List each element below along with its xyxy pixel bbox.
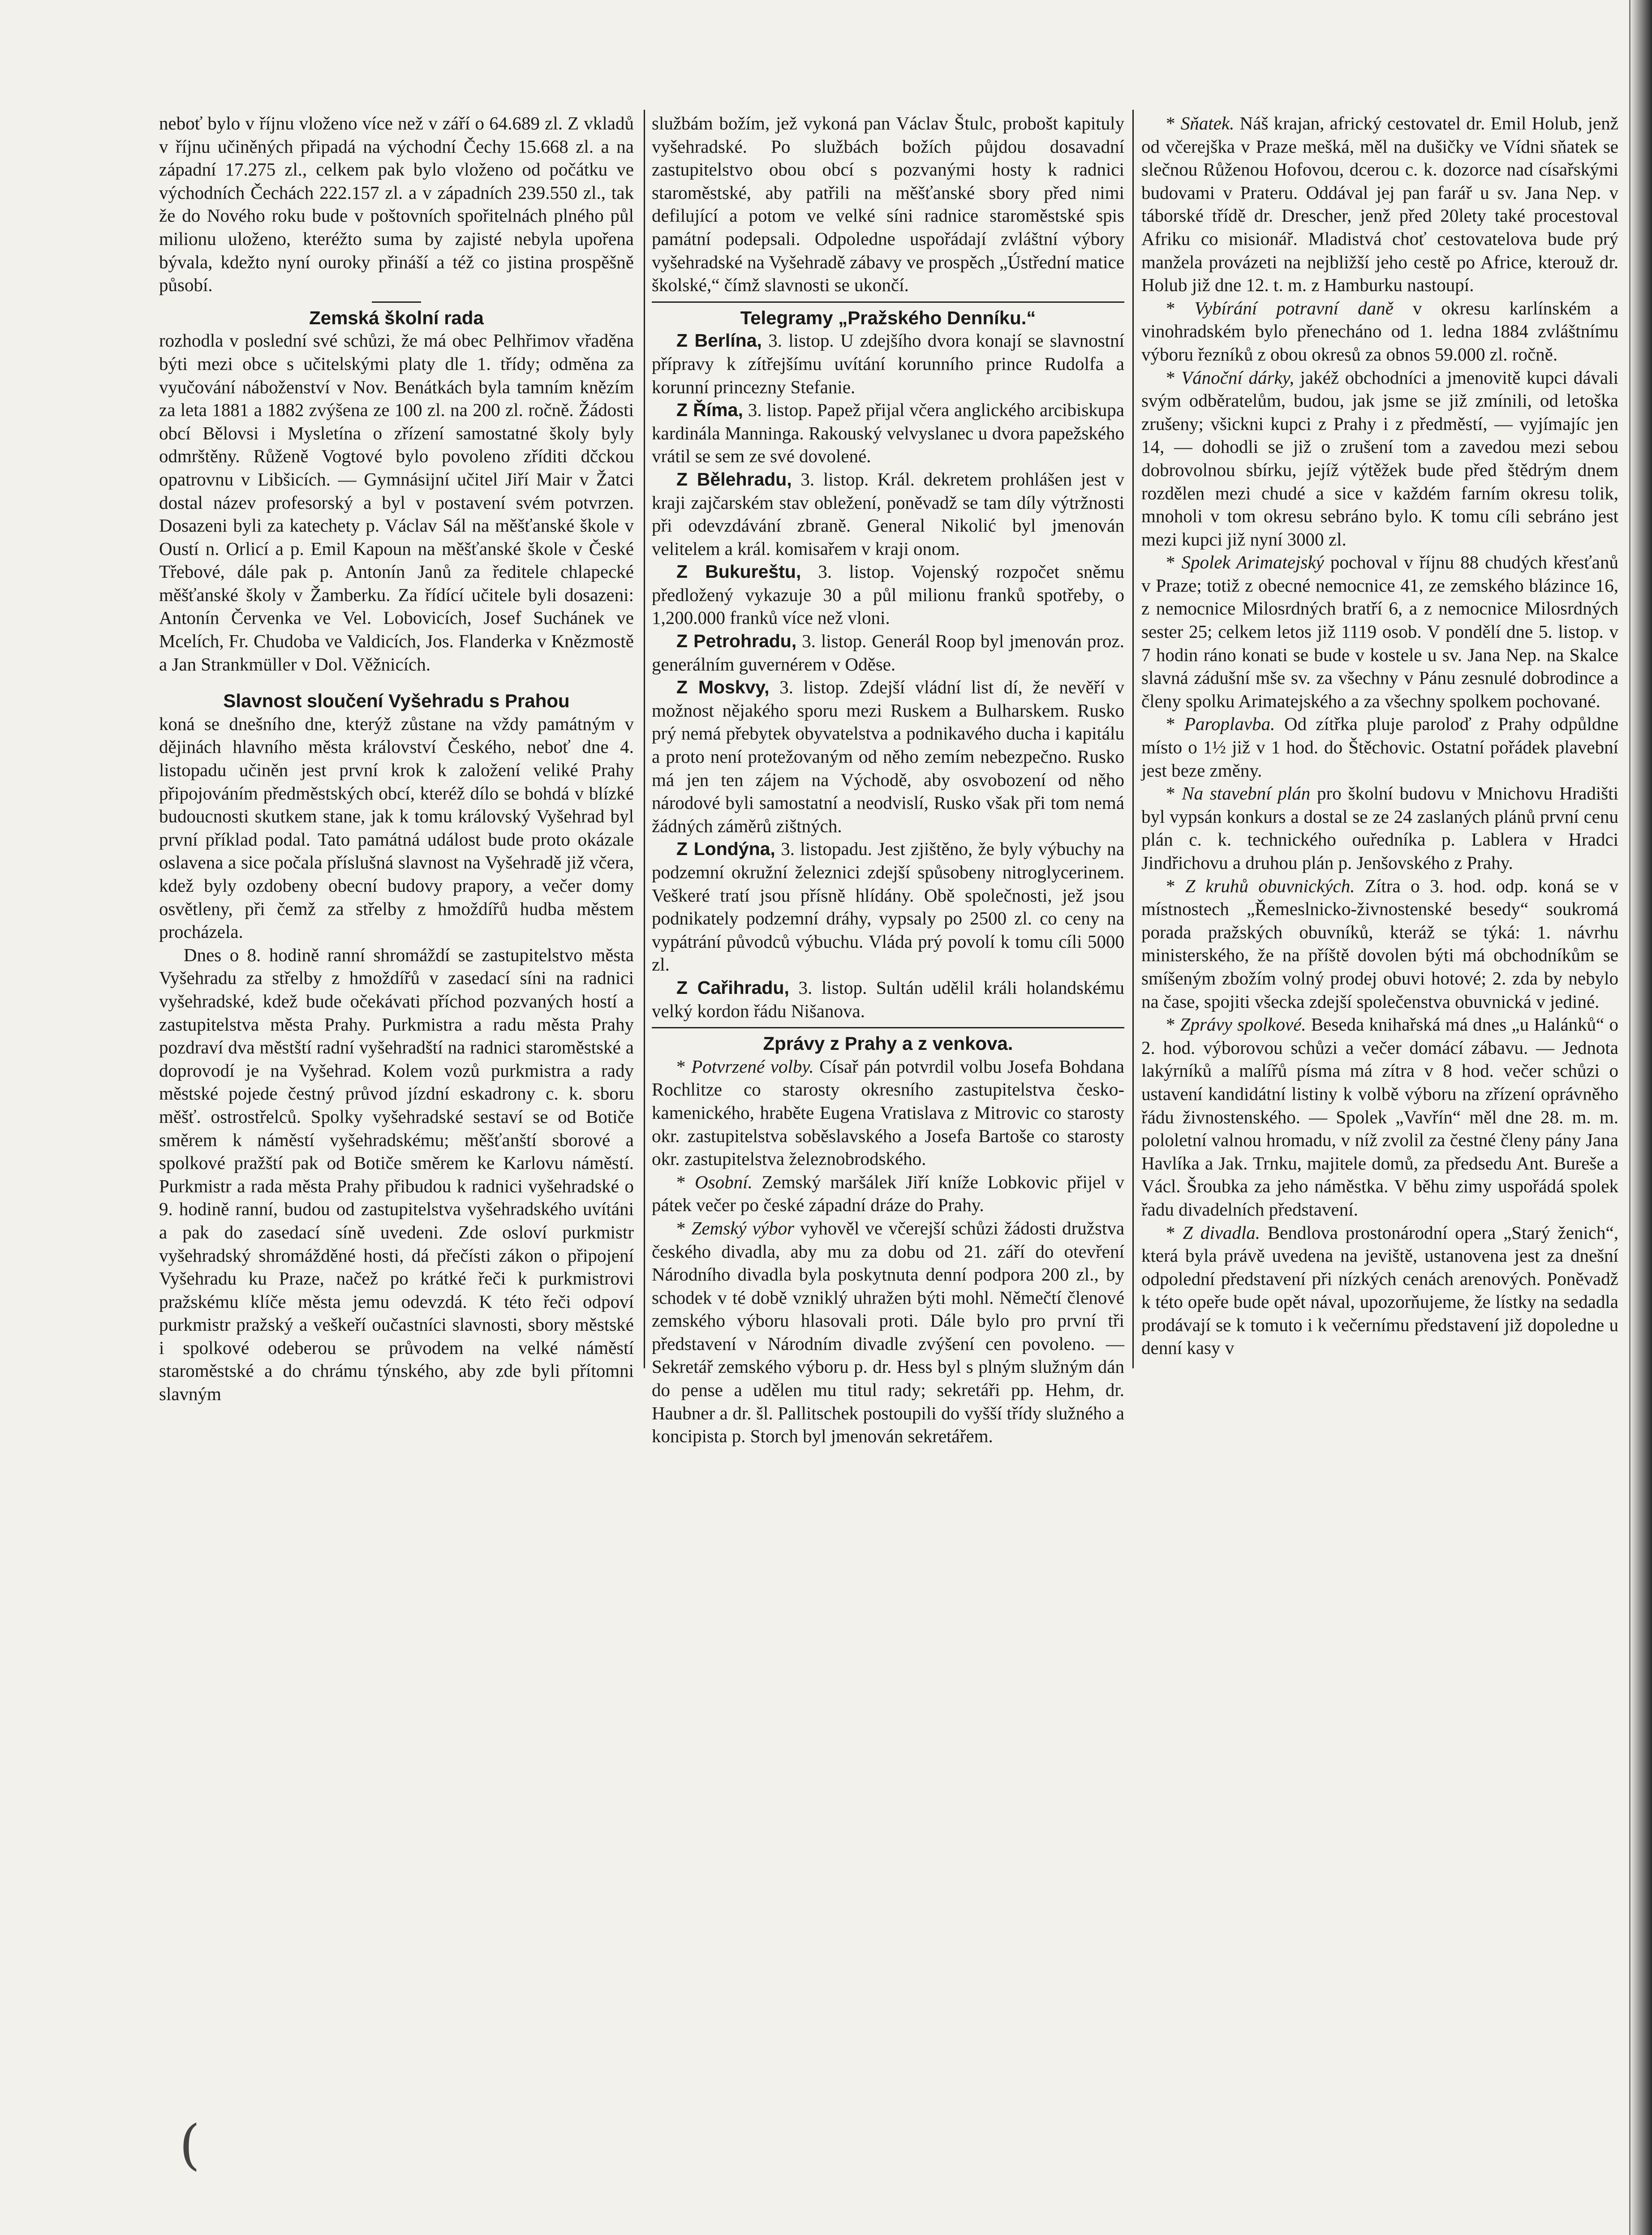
telegram-text: 3. listopadu. Jest zjištěno, že byly výbuchy na podzemní okružní železnici zdejší spůsobeny nitroglycerinem. Veškeré tratí jsou přísně hlídány. Obě společnosti, jež jsou podnikately podzemní dráhy, vypsaly po 2500 zl. co ceny na vypátrání původců výbuchu. Vláda prý povolí k tomu cíli 5000 zl. — [652, 838, 1124, 975]
column-1 — [159, 112, 634, 1406]
telegram-text: 3. listop. Papež přijal včera anglického arcibiskupa kardinála Manninga. Rakouský velvyslanec u dvora papežského vrátil se sem ze své dovolené. — [652, 400, 1124, 467]
separator — [652, 1027, 1124, 1028]
news-title: Spolek Arimatejský — [1181, 552, 1324, 573]
article-paragraph: Dnes o 8. hodině ranní shromáždí se zastupitelstvo města Vyšehradu za střelby z hmoždířů v zasedací síni na radnici vyšehradské, kdež bude očekávati příchod pozvaných hostí a zastupitelstva města Prahy. Purkmistra a radu města Prahy pozdraví dva městští radní vyšehradští na radnici staroměstské a doprovodí je na Vyšehrad. Kolem vozů purkmistra a rady městské pojede čestný průvod jízdní eskadrony c. k. sboru měšť. ostrostřelců. Spolky vyšehradské sestaví se od Botiče směrem k náměstí vyšehradskému; měšťanští sborové a spolkové pražští pak od Botiče směrem ke Karlovu náměstí. Purkmistr a rada města Prahy přibudou k radnici vyšehradské o 9. hodině ranní, budou od zastupitelstva vyšehradského uvítáni a pak do zasedací síně uvedeni. Zde osloví purkmistr vyšehradský shromážděné hosti, dá přečísti zákon o připojení Vyšehradu ku Praze, načež po krátké řeči k purkmistrovi pražskému klíče města jemu odevzdá. K této řeči odpoví purkmistr pražský a veškeří oučastníci slavnosti, sbory městské i spolkové odeberou se průvodem na velké náměstí staroměstské a do chrámu týnského, aby zde byli přítomni slavným — [159, 944, 634, 1405]
article-paragraph: rozhodla v poslední své schůzi, že má obec Pelhřimov vřaděna býti mezi obce s učitelskými platy dle 1. třídy; odměna za vyučování náboženství v Nov. Benátkách byla tamním knězím za leta 1881 a 1882 zvýšena ze 100 zl. na 200 zl. ročně. Žádosti obcí Bělovsi i Mysletína o zřízení samostatné školy byly odmrštěny. Růženě Vogtové bylo povoleno zříditi dčckou opatrovnu v Libšicích. — Gymnásijní učitel Jiří Mair v Žatci dostal název profesorský a byl v postavení svém potvrzen. Dosazeni byli za katechety p. Václav Sál na měšťanské škole v Oustí n. Orlicí a p. Emil Kapoun na měšťanské škole v České Třebové, dále pak p. Antonín Janů za ředitele chlapecké měšťanské školy v Žamberku. Za řídící učitele byli dosazeni: Antonín Červenka ve Vel. Lobovicích, Josef Suchánek ve Mcelích, Fr. Chudoba ve Valdicích, Jos. Flanderka v Knězmostě a Jan Strankmüller v Dol. Věžnicích. — [159, 330, 634, 675]
news-title: Vybírání potravní daně — [1194, 297, 1394, 318]
news-item: * Vybírání potravní daně v okresu karlínském a vinohradském bylo přenecháno od 1. ledna 1884 zvláštnímu výboru řezníků z obou okresů za obnos 59.000 zl. ročně. — [1141, 297, 1619, 365]
news-item: * Zemský výbor vyhověl ve včerejší schůzi žádosti družstva českého divadla, aby mu za dobu od 21. září do otevření Národního divadla byla poskytnuta denní podpora 200 zl., by schodek v té době vzniklý uhražen býti mohl. Němečtí členové zemského výboru hlasovali proti. Dále bylo pro první tři představení v Národním divadle zvýšení cen povoleno. — Sekretář zemského výboru p. dr. Hess byl s plným služným dán do pense a udělen mu titul rady; sekretáři pp. Hehm, dr. Haubner a dr. šl. Pallitschek postoupili do vyšší třídy služného a koncipista p. Storch byl jmenován sekretářem. — [652, 1217, 1125, 1447]
news-text: Beseda knihařská má dnes „u Halánků“ o 2. hod. výborovou schůzi a večer domácí zábavu. — Jednota lakýrníků a malířů písma má zítra v 8 hod. večer schůzi o ustavení kandidátní listiny k volbě výboru na zřízení oprávněho řádu živnostenského. — Spolek „Vavřín“ měl dne 28. m. m. pololetní valnou hromadu, v níž zvolil za čestné členy pány Jana Havlíka a Jak. Trnku, majitele domů, za předsedu Ant. Burešе a Václ. Šroubka za jeho náměstka. V běhu zimy uspořádá spolek řadu divadelních představení. — [1141, 1014, 1619, 1220]
telegram-text: 3. listop. Vojenský rozpočet sněmu předložený vykazuje 30 a půl milionu franků spotřeby, o 1,200.000 franků více než vloni. — [652, 561, 1124, 628]
news-text: Císař pán potvrdil volbu Josefa Bohdana Rochlitze co starosty okresního zastupitelstva česko-kamenického, hraběte Eugena Vratislava z Mitrovic co starosty okr. zastupitelstva soběslavského a Josefa Bartoše co starosty okr. zastupitelstva železnobrodského. — [652, 1056, 1124, 1169]
telegram-place: Z Cařihradu, — [676, 977, 789, 998]
news-item: * Osobní. Zemský maršálek Jiří kníže Lobkovic přijel v pátek večer po české západní dráze do Prahy. — [652, 1171, 1124, 1216]
news-title: Sňatek. — [1180, 113, 1235, 133]
article-paragraph: neboť bylo v říjnu vloženo více než v září o 64.689 zl. Z vkladů v říjnu učiněných připadá na východní Čechy 15.668 zl. a na západní 17.275 zl., celkem pak bylo vloženo od počátku ve východních Čechách 222.157 zl. a v západních 239.550 zl., tak že do Nového roku bude v poštovních spořitelnách plného půl milionu uloženo, kteréžto suma by zajisté nebyla upořena bývala, kdežto nyní ouroky přináší a též co jistina prospěšně působí. — [159, 113, 634, 296]
telegram — [652, 468, 1124, 560]
news-text: vyhověl ve včerejší schůzi žádosti družstva českého divadla, aby mu za dobu od 21. září do otevření Národního divadla byla poskytnuta denní podpora 200 zl., by schodek v té době vzniklý uhražen býti mohl. Němečtí členové zemského výboru hlasovali proti. Dále bylo pro první tři představení v Národním divadle zvýšení cen povoleno. — Sekretář zemského výboru p. dr. Hess byl s plným služným dán do pense a udělen mu titul rady; sekretáři pp. Hehm, dr. Haubner a dr. šl. Pallitschek postoupili do vyšší třídy služného a koncipista p. Storch byl jmenován sekretářem. — [652, 1217, 1125, 1447]
news-item: * Na stavební plán pro školní budovu v Mnichovu Hradišti byl vypsán konkurs a dostal se ze 24 zaslaných plánů první cenu plán c. k. technického ouředníka p. Lablera v Hradci Jindřichovu a druhou plán p. Jenšovského z Prahy. — [1141, 783, 1619, 873]
column-rule — [1132, 110, 1134, 1368]
news-item: * Vánoční dárky, jakéž obchodníci a jmenovitě kupci dávali svým odběratelům, budou, jak jsme se již zmínili, od letoška zrušeny; všickni kupci z Prahy i z předměstí, — vyjímajíc jen 14, — dohodli se již o zrušení tom a zavedou mezi sebou dobrovolnou sbírku, jejíž výtěžek bude před štědrým dnem rozdělen mezi chudé a sice v každém farním okresu tolik, mnoholi v tom okresu sebráno bylo. K tomu cíli sebráno jest mezi kupci již nyní 3000 zl. — [1141, 367, 1619, 550]
news-item: * Z kruhů obuvnických. Zítra o 3. hod. odp. koná se v místnostech „Řemeslnicko-živnostenské besedy“ soukromá porada pražských obuvníků, kteráž se týká: 1. návrhu ministerského, že na příště dovolen býti má obchodníkům se smíšeným zbožím volný prodej obuvi hotové; 2. zda by nebylo na čase, spojiti všecka zdejší společenstva obuvnická v jediné. — [1141, 875, 1619, 1012]
telegram — [652, 329, 1124, 399]
news-title: Potvrzené volby. — [691, 1056, 814, 1077]
news-text: v okresu karlínském a vinohradském bylo přenecháno od 1. ledna 1884 zvláštnímu výboru řezníků z obou okresů za obnos 59.000 zl. ročně. — [1141, 297, 1619, 365]
telegram-text: 3. listop. Král. dekretem prohlášen jest v kraji zajčarském stav obležení, poněvadž se tam díly výtržnosti při odevzdávání zbraně. General Nikolić byl jmenován velitelem a král. komisařem v kraji onom. — [652, 468, 1125, 559]
news-title: Zemský výbor — [691, 1217, 795, 1238]
telegram — [652, 560, 1124, 630]
column-rule — [644, 110, 645, 1368]
news-title: Osobní. — [695, 1171, 753, 1192]
news-text: Zítra o 3. hod. odp. koná se v místnostech „Řemeslnicko-živnostenské besedy“ soukromá porada pražských obuvníků, kteráž se týká: 1. návrhu ministerského, že na příště dovolen býti má obchodníkům se smíšeným zbožím volný prodej obuvi hotové; 2. zda by nebylo na čase, spojiti všecka zdejší společenstva obuvnická v jediné. — [1141, 875, 1619, 1012]
article-paragraph: službám božím, jež vykoná pan Václav Štulc, probošt kapituly vyšehradské. Po službách božích půjdou dosavadní zastupitelstvo obou obcí s pozvanými hosty k radnici staroměstské, aby patřili na měšťanské sbory před nimi defilující a potom ve velké síni radnice staroměstské spis památní podepsali. Odpoledne uspořádají zvláštní výbory vyšehradské na Vyšehradě zábavy ve prospěch „Ústřední matice školské,“ čímž slavnosti se ukončí. — [652, 113, 1124, 296]
news-text: jakéž obchodníci a jmenovitě kupci dávali svým odběratelům, budou, jak jsme se již zmínili, od letoška zrušeny; všickni kupci z Prahy i z předměstí, — vyjímajíc jen 14, — dohodli se již o zrušení tom a zavedou mezi sebou dobrovolnou sbírku, jejíž výtěžek bude před štědrým dnem rozdělen mezi chudé a sice v každém farním okresu tolik, mnoholi v tom okresu sebráno bylo. K tomu cíli sebráno jest mezi kupci již nyní 3000 zl. — [1141, 367, 1619, 550]
telegram-text: 3. listop. Sultán udělil králi holandskému velký kordon řádu Nišanova. — [652, 977, 1124, 1021]
news-text: Zemský maršálek Jiří kníže Lobkovic přijel v pátek večer po české západní dráze do Prahy. — [652, 1171, 1124, 1216]
news-text: Náš krajan, africký cestovatel dr. Emil Holub, jenž od včerejška v Praze mešká, měl na dušičky ve Vídni sňatek se slečnou Růženou Hofovou, dcerou c. k. dozorce nad císařskými budovami v Prateru. Oddával jej pan farář u sv. Jana Nep. v táborské třídě dr. Drescher, jenž před 20lety také procestoval Afriku co misionář. Mladistvá choť cestovatelova bude prý manžela provázeti na nejbližší jeho cestě po Africe, kterouž dr. Holub již dne 12. t. m. z Hamburku nastoupí. — [1141, 113, 1619, 296]
telegram-text: 3. listop. Zdejší vládní list dí, že nevěří v možnost nějakého sporu mezi Ruskem a Bulharskem. Rusko prý nemá přebytek obyvatelstva a podnikavého ducha i kapitálu a proto není protežovaným od něho zemím nebezpečno. Rusko má jen ten zájem na Východě, aby osvobození od něho národové byli samostatní a neodvislí, Rusko však při tom nemá žádných záměrů zištných. — [652, 677, 1124, 836]
page-edge-shadow — [1630, 0, 1652, 2235]
separator — [652, 301, 1124, 303]
news-item: * Potvrzené volby. Císař pán potvrdil volbu Josefa Bohdana Rochlitze co starosty okresního zastupitelstva česko-kamenického, hraběte Eugena Vratislava z Mitrovic co starosty okr. zastupitelstva soběslavského a Josefa Bartoše co starosty okr. zastupitelstva železnobrodského. — [652, 1056, 1124, 1169]
news-item: * Z divadla. Bendlova prostonárodní opera „Starý ženich“, která byla právě uvedena na jeviště, ustanovena jest za dnešní odpolední představení při nízkých cenách arenových. Poněvadž k této opeře bude opět nával, upozorňujeme, že lístky na sedadla prodávají se k tomuto i k večernímu představení již dopoledne u denní kasy v — [1141, 1222, 1618, 1358]
news-item: * Zprávy spolkové. Beseda knihařská má dnes „u Halánků“ o 2. hod. výborovou schůzi a večer domácí zábavu. — Jednota lakýrníků a malířů písma má zítra v 8 hod. večer schůzi o ustavení kandidátní listiny k volbě výboru na zřízení oprávněho řádu živnostenského. — Spolek „Vavřín“ měl dne 28. m. m. pololetní valnou hromadu, v níž zvolil za čestné členy pány Jana Havlíka a Jak. Trnku, majitele domů, za předsedu Ant. Burešе a Václ. Šroubka za jeho náměstka. V běhu zimy uspořádá spolek řadu divadelních představení. — [1141, 1014, 1619, 1220]
column-2 — [652, 112, 1124, 1448]
separator — [372, 301, 421, 303]
article-paragraph: koná se dnešního dne, kterýž zůstane na vždy památným v dějinách hlavního města království Českého, neboť dne 4. listopadu učiněn jest první krok k založení veliké Prahy připojováním předměstských obcí, kteréž dílo se bohdá v blízké budoucnosti skutkem stane, jak k tomu královský Vyšehrad byl první příklad podal. Tato památná událost bude proto okázale oslavena a sice počala příslušná slavnost na Vyšehradě již včera, kdež byly ozdobeny obecní budovy prapory, a večer domy osvětleny, při čemž za střelby z hmoždířů hudba městem procházela. — [159, 713, 634, 942]
article-heading: Zemská školní rada — [309, 307, 484, 328]
telegram-place: Z Bělehradu, — [676, 468, 792, 490]
news-text: pochoval v říjnu 88 chudých křesťanů v Praze; totiž z obecné nemocnice 41, ze zemského blázince 16, z nemocnice Milosrdných bratří 6, a z nemocnice Milosrdných sester 25; celkem letos již 1119 osob. V pondělí dne 5. listop. v 7 hodin ráno konati se bude v kostele u sv. Jana Nep. na Skalce slavná zádušní mše sv. za všechny v Pánu zesnulé dobrodince a členy spolku Arimatejského a za všechny spolkem pochované. — [1141, 552, 1618, 711]
news-text: pro školní budovu v Mnichovu Hradišti byl vypsán konkurs a dostal se ze 24 zaslaných plánů první cenu plán c. k. technického ouředníka p. Lablera v Hradci Jindřichovu a druhou plán p. Jenšovského z Prahy. — [1141, 783, 1619, 873]
telegram-place: Z Říma, — [676, 400, 743, 421]
telegram — [652, 630, 1124, 676]
news-item: * Spolek Arimatejský pochoval v říjnu 88 chudých křesťanů v Praze; totiž z obecné nemocnice 41, ze zemského blázince 16, z nemocnice Milosrdných bratří 6, a z nemocnice Milosrdných sester 25; celkem letos již 1119 osob. V pondělí dne 5. listop. v 7 hodin ráno konati se bude v kostele u sv. Jana Nep. na Skalce slavná zádušní mše sv. za všechny v Pánu zesnulé dobrodince a členy spolku Arimatejského a za všechny spolkem pochované. — [1141, 552, 1618, 711]
margin-mark: ( — [179, 2114, 200, 2176]
news-title: Vánoční dárky, — [1181, 367, 1294, 388]
telegram — [652, 399, 1124, 468]
column-3 — [1141, 112, 1618, 1360]
news-title: Z divadla. — [1183, 1222, 1261, 1243]
section-heading: Zprávy z Prahy a z venkova. — [763, 1033, 1013, 1054]
news-title: Z kruhů obuvnických. — [1185, 875, 1355, 896]
telegram-place: Z Bukureštu, — [676, 561, 801, 582]
telegram — [652, 676, 1124, 838]
news-title: Na stavební plán — [1182, 783, 1311, 804]
telegram-text: 3. listop. U zdejšího dvora konají se slavnostní přípravy k zítřejšímu uvítání korunního prince Rudolfa a korunní princezny Stefanie. — [652, 330, 1125, 397]
telegram — [652, 976, 1124, 1023]
article-heading: Slavnost sloučení Vyšehradu s Prahou — [223, 690, 570, 712]
telegram-place: Z Berlína, — [676, 330, 762, 351]
telegram — [652, 838, 1124, 976]
news-text: Od zítřka pluje paroloď z Prahy odpůldne místo o 1½ již v 1 hod. do Štěchovic. Ostatní pořádek plavební jest beze změny. — [1141, 713, 1619, 781]
telegram-place: Z Moskvy, — [676, 677, 770, 698]
telegram-place: Z Petrohradu, — [676, 631, 797, 652]
news-title: Zprávy spolkové. — [1180, 1014, 1306, 1035]
news-title: Paroplavba. — [1184, 713, 1275, 735]
news-text: Bendlova prostonárodní opera „Starý ženich“, která byla právě uvedena na jeviště, ustanovena jest za dnešní odpolední představení při nízkých cenách arenových. Poněvadž k této opeře bude opět nával, upozorňujeme, že lístky na sedadla prodávají se k tomuto i k večernímu představení již dopoledne u denní kasy v — [1141, 1222, 1618, 1358]
telegram-place: Z Londýna, — [676, 838, 775, 860]
news-item: * Sňatek. Náš krajan, africký cestovatel dr. Emil Holub, jenž od včerejška v Praze mešká, měl na dušičky ve Vídni sňatek se slečnou Růženou Hofovou, dcerou c. k. dozorce nad císařskými budovami v Prateru. Oddával jej pan farář u sv. Jana Nep. v táborské třídě dr. Drescher, jenž před 20lety také procestoval Afriku co misionář. Mladistvá choť cestovatelova bude prý manžela provázeti na nejbližší jeho cestě po Africe, kterouž dr. Holub již dne 12. t. m. z Hamburku nastoupí. — [1141, 113, 1619, 296]
section-heading: Telegramy „Pražského Denníku.“ — [740, 307, 1036, 328]
telegram-text: 3. listop. Generál Roop byl jmenován proz. generálním guvernérem v Oděse. — [652, 631, 1124, 675]
news-item: * Paroplavba. Od zítřka pluje paroloď z Prahy odpůldne místo o 1½ již v 1 hod. do Štěchovic. Ostatní pořádek plavební jest beze změny. — [1141, 713, 1619, 781]
